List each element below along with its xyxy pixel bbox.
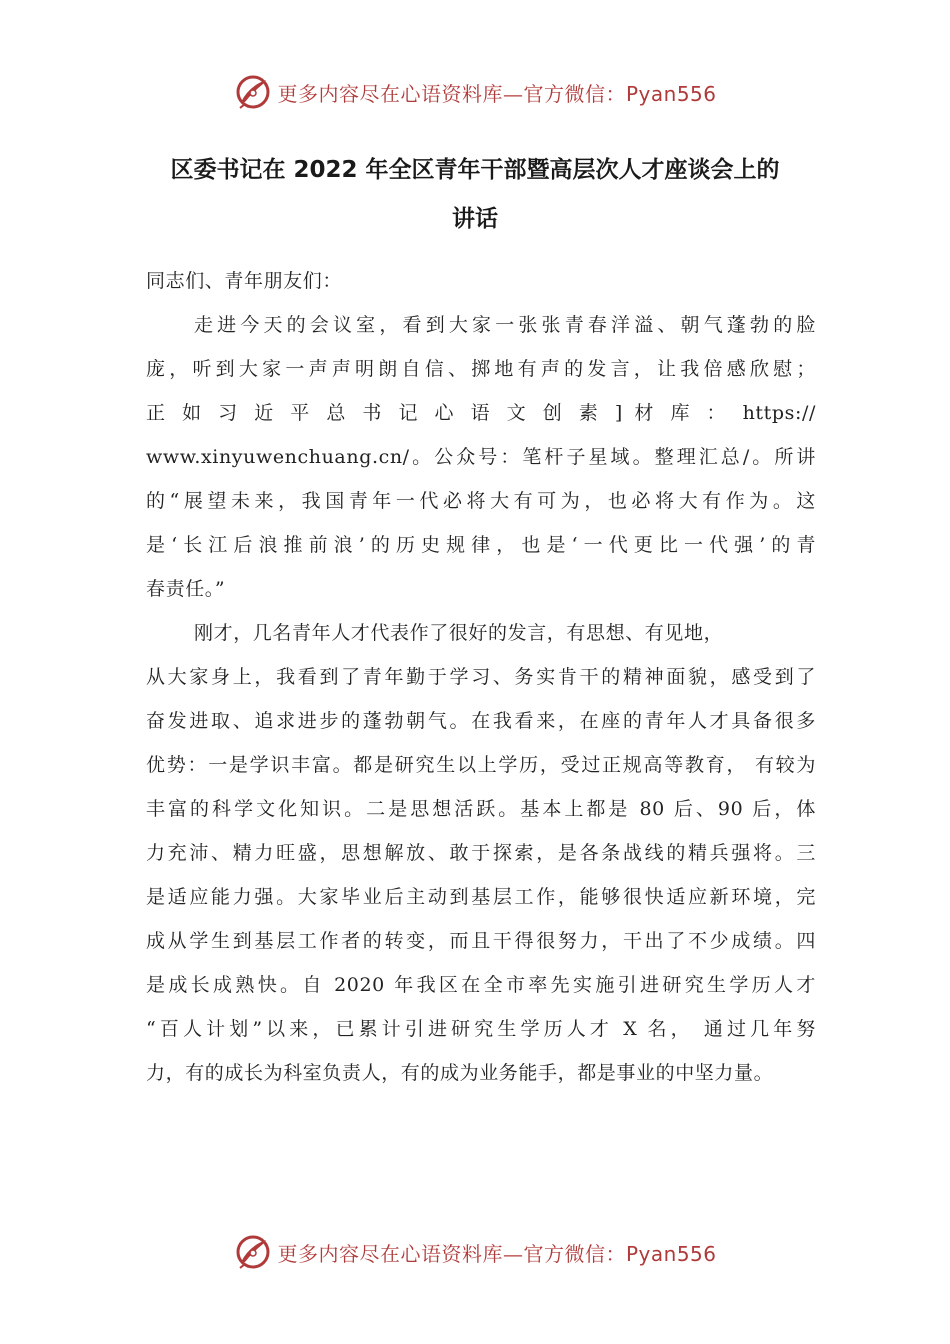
pen-logo-icon [233,72,273,112]
paragraph-line: 力充沛、精力旺盛，思想解放、敢于探索，是各条战线的精兵强将。三 [146,842,816,864]
paragraph-line: 是成长成熟快。自 2020 年我区在全市率先实施引进研究生学历人才 [146,974,816,996]
paragraph-line: 成从学生到基层工作者的转变，而且干得很努力，干出了不少成绩。四 [146,930,816,952]
footer-banner [0,1230,950,1274]
paragraph-line: 的“展望未来，我国青年一代必将大有可为，也必将大有作为。这 [146,490,816,512]
paragraph-line: 优势：一是学识丰富。都是研究生以上学历，受过正规高等教育， 有较为 [146,754,816,776]
paragraph-line: 刚才，几名青年人才代表作了很好的发言，有思想、有见地， [194,622,724,644]
paragraph-line: 走进今天的会议室，看到大家一张张青春洋溢、朝气蓬勃的脸 [194,314,816,336]
paragraph-line: www.xinyuwenchuang.cn/。公众号：笔杆子星域。整理汇总/。所讲 [146,446,816,468]
paragraph-line: 是‘长江后浪推前浪’的历史规律，也是‘一代更比一代强’的青 [146,534,816,556]
document-title-line-1: 区委书记在 2022 年全区青年干部暨高层次人才座谈会上的 [170,157,780,183]
banner-slogan: 更多内容尽在心语资料库—官方微信： [277,1241,626,1266]
header-banner [0,70,950,114]
pen-logo-icon [233,1232,273,1272]
paragraph-line: 春责任。” [146,578,226,600]
document-title-line-2: 讲话 [452,206,498,232]
banner-text [277,78,716,107]
banner-wechat-id: Pyan556 [625,81,717,106]
paragraph-line: 从大家身上，我看到了青年勤于学习、务实肯干的精神面貌，感受到了 [146,666,816,688]
paragraph-line: 是适应能力强。大家毕业后主动到基层工作，能够很快适应新环境，完 [146,886,816,908]
salutation: 同志们、青年朋友们： [146,270,343,292]
paragraph-line: 丰富的科学文化知识。二是思想活跃。基本上都是 80 后、90 后，体 [146,798,816,820]
paragraph-line: “百人计划”以来，已累计引进研究生学历人才 X 名， 通过几年努 [146,1018,816,1040]
paragraph-line: 力，有的成长为科室负责人，有的成为业务能手，都是事业的中坚力量。 [146,1062,774,1084]
banner-text [277,1238,716,1267]
paragraph-line: 奋发进取、追求进步的蓬勃朝气。在我看来，在座的青年人才具备很多 [146,710,816,732]
banner-wechat-id: Pyan556 [625,1241,717,1266]
paragraph-line: 正 如 习 近 平 总 书 记 心 语 文 创 素 ] 材 库 ： https:// [146,402,816,424]
banner-slogan: 更多内容尽在心语资料库—官方微信： [277,81,626,106]
paragraph-line: 庞，听到大家一声声明朗自信、掷地有声的发言，让我倍感欣慰； [146,358,816,380]
